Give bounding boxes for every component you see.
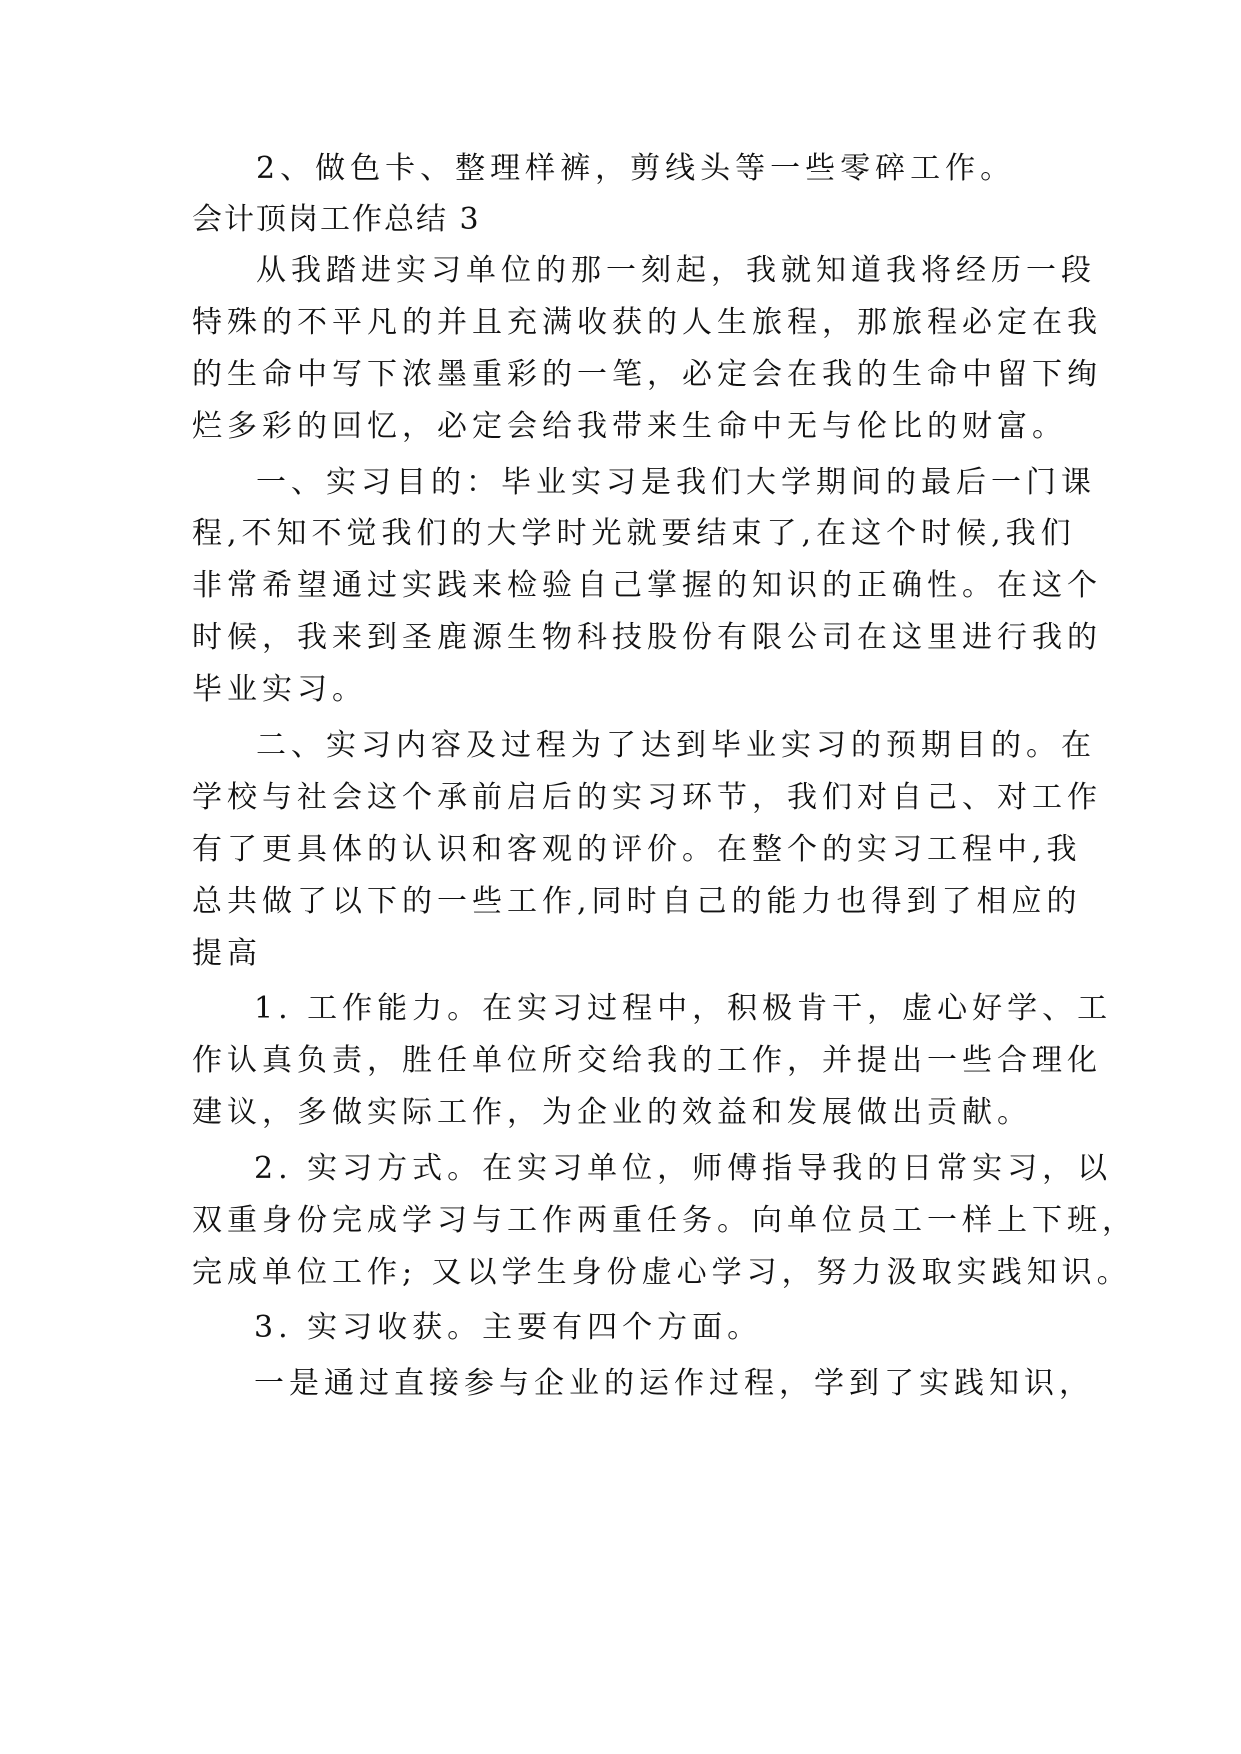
- paragraph-line: 时候，我来到圣鹿源生物科技股份有限公司在这里进行我的: [192, 620, 1102, 655]
- paragraph-line: 毕业实习。: [192, 672, 367, 707]
- paragraph-line: 3. 实习收获。主要有四个方面。: [254, 1310, 763, 1345]
- paragraph-line: 有了更具体的认识和客观的评价。在整个的实习工程中,我: [192, 832, 1082, 867]
- paragraph-line: 的生命中写下浓墨重彩的一笔，必定会在我的生命中留下绚: [192, 357, 1102, 392]
- paragraph-line: 程,不知不觉我们的大学时光就要结束了,在这个时候,我们: [192, 516, 1076, 551]
- paragraph-line: 一、实习目的：毕业实习是我们大学期间的最后一门课: [256, 465, 1096, 500]
- paragraph-line: 建议，多做实际工作，为企业的效益和发展做出贡献。: [192, 1095, 1032, 1130]
- paragraph-line: 特殊的不平凡的并且充满收获的人生旅程，那旅程必定在我: [192, 305, 1102, 340]
- paragraph-line: 一是通过直接参与企业的运作过程，学到了实践知识，: [254, 1366, 1094, 1401]
- paragraph-line: 总共做了以下的一些工作,同时自己的能力也得到了相应的: [192, 884, 1082, 919]
- paragraph-line: 2. 实习方式。在实习单位，师傅指导我的日常实习，以: [254, 1151, 1113, 1186]
- paragraph-line: 从我踏进实习单位的那一刻起，我就知道我将经历一段: [256, 253, 1096, 288]
- paragraph-line: 提高: [192, 936, 262, 971]
- section-heading: 会计顶岗工作总结 3: [192, 202, 481, 237]
- paragraph-line: 1. 工作能力。在实习过程中，积极肯干，虚心好学、工: [254, 991, 1113, 1026]
- paragraph-line: 双重身份完成学习与工作两重任务。向单位员工一样上下班，: [192, 1203, 1137, 1238]
- paragraph-line: 非常希望通过实践来检验自己掌握的知识的正确性。在这个: [192, 568, 1102, 603]
- paragraph-line: 学校与社会这个承前启后的实习环节，我们对自己、对工作: [192, 780, 1102, 815]
- paragraph-line: 烂多彩的回忆，必定会给我带来生命中无与伦比的财富。: [192, 409, 1067, 444]
- paragraph-line: 二、实习内容及过程为了达到毕业实习的预期目的。在: [256, 728, 1096, 763]
- paragraph-line: 作认真负责，胜任单位所交给我的工作，并提出一些合理化: [192, 1043, 1102, 1078]
- paragraph-line: 完成单位工作; 又以学生身份虚心学习，努力汲取实践知识。: [192, 1255, 1132, 1290]
- paragraph-line: 2、做色卡、整理样裤，剪线头等一些零碎工作。: [256, 151, 1016, 186]
